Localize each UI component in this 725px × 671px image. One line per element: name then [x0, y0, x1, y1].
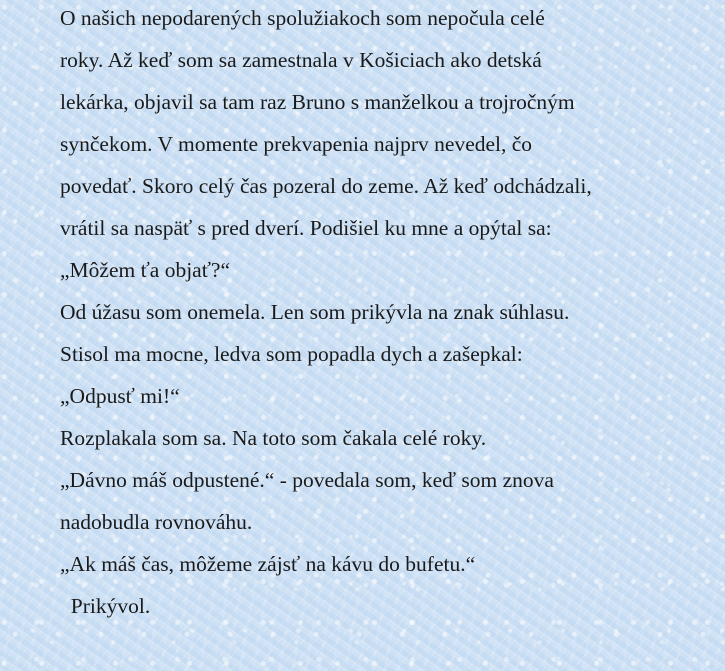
- text-line-15: Prikývol.: [60, 594, 151, 618]
- text-line-5: povedať. Skoro celý čas pozeral do zeme. Až keď odchádzali,: [60, 174, 592, 198]
- text-line-2: roky. Až keď som sa zamestnala v Košiciach ako detská: [60, 48, 542, 72]
- text-line-1: O našich nepodarených spolužiakoch som nepočula celé: [60, 6, 545, 30]
- text-line-9: Stisol ma mocne, ledva som popadla dych a zašepkal:: [60, 342, 523, 366]
- text-line-6: vrátil sa naspäť s pred dverí. Podišiel ku mne a opýtal sa:: [60, 216, 552, 240]
- text-line-3: lekárka, objavil sa tam raz Bruno s manželkou a trojročným: [60, 90, 575, 114]
- text-line-14: „Ak máš čas, môžeme zájsť na kávu do bufetu.“: [60, 552, 476, 576]
- text-line-13: nadobudla rovnováhu.: [60, 510, 253, 534]
- text-line-4: synčekom. V momente prekvapenia najprv nevedel, čo: [60, 132, 533, 156]
- text-line-11: Rozplakala som sa. Na toto som čakala celé roky.: [60, 426, 487, 450]
- text-line-10: „Odpusť mi!“: [60, 384, 180, 408]
- text-line-7: „Môžem ťa objať?“: [60, 258, 230, 282]
- text-line-12: „Dávno máš odpustené.“ - povedala som, keď som znova: [60, 468, 554, 492]
- text-line-8: Od úžasu som onemela. Len som prikývla na znak súhlasu.: [60, 300, 570, 324]
